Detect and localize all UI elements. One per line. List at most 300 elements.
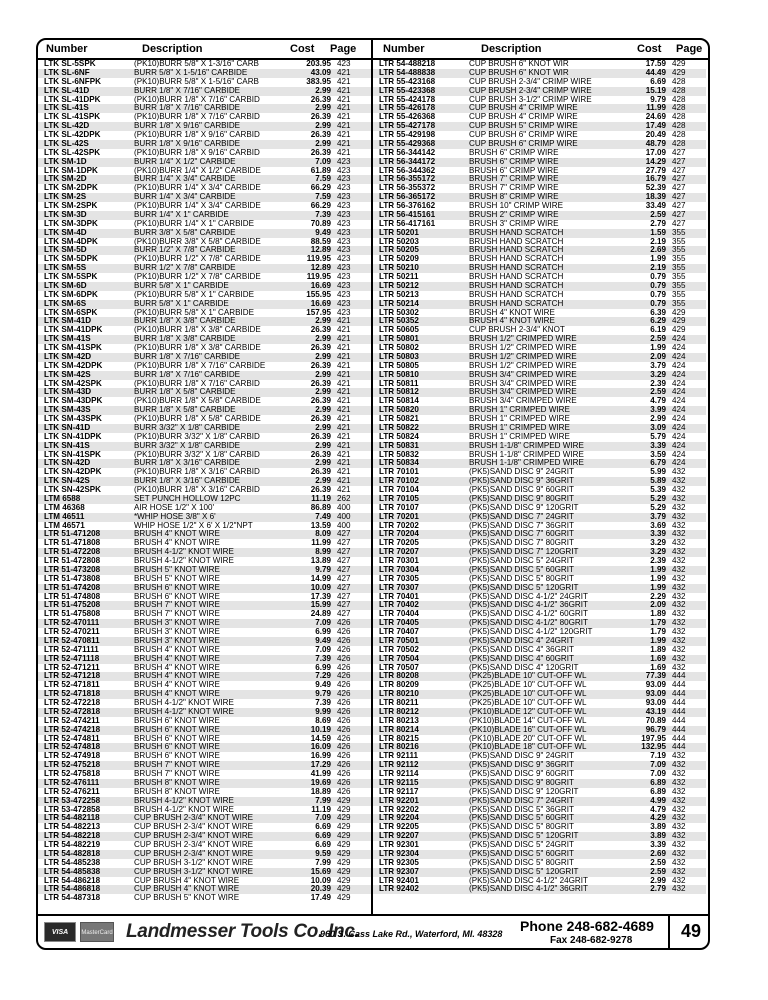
item-page: 432 xyxy=(672,591,686,601)
item-page: 424 xyxy=(672,334,686,344)
item-cost: 9.49 xyxy=(315,227,331,237)
item-page: 432 xyxy=(672,848,686,858)
item-number: LTR 50803 xyxy=(379,351,419,361)
item-description: BRUSH 6" KNOT WIRE xyxy=(134,724,220,734)
item-page: 427 xyxy=(337,582,351,592)
item-number: LTR 52-471811 xyxy=(44,680,100,690)
item-page: 432 xyxy=(672,875,686,885)
item-number: LTK SM-5D xyxy=(44,245,87,255)
item-page: 426 xyxy=(337,635,351,645)
item-page: 421 xyxy=(337,476,351,486)
item-description: (PK5)SAND DISC 5" 120GRIT xyxy=(469,831,579,841)
item-number: LTR 80210 xyxy=(379,689,419,699)
item-description: BURR 1/8" X 5/8" CARBIDE xyxy=(134,387,236,397)
item-description: CUP BRUSH 2-3/4" CRIMP WIRE xyxy=(469,85,592,95)
item-cost: 26.39 xyxy=(310,325,331,335)
item-number: LTR 52-474811 xyxy=(44,733,100,743)
item-description: (PK5)SAND DISC 4-1/2" 120GRIT xyxy=(469,627,593,636)
item-number: LTK SN-41S xyxy=(44,440,90,450)
item-cost: 2.99 xyxy=(315,316,331,326)
item-number: LTR 52-471218 xyxy=(44,671,101,681)
item-cost: 52.39 xyxy=(645,183,666,193)
item-page: 400 xyxy=(337,520,351,530)
item-description: (PK10)BURR 1/8" X 3/8" CARBIDE xyxy=(134,325,261,335)
item-cost: 17.59 xyxy=(645,59,666,68)
item-page: 421 xyxy=(337,369,351,379)
item-page: 432 xyxy=(672,653,686,663)
item-cost: 11.99 xyxy=(311,538,331,548)
item-description: BRUSH 4-1/2" KNOT WIRE xyxy=(134,706,234,716)
item-description: BRUSH 1" CRIMPED WIRE xyxy=(469,431,570,441)
company-name: Landmesser Tools Co. Inc. xyxy=(126,921,360,942)
item-cost: 2.99 xyxy=(315,85,331,95)
item-number: LTR 55-426178 xyxy=(379,103,436,113)
item-description: (PK10)BURR 1/8" X 3/8" CARBIDE xyxy=(134,343,261,352)
item-page: 426 xyxy=(337,742,351,752)
item-page: 421 xyxy=(337,130,351,139)
item-number: LTR 80214 xyxy=(379,724,419,734)
item-page: 444 xyxy=(672,689,686,699)
item-cost: 48.79 xyxy=(645,138,666,148)
item-cost: 11.19 xyxy=(311,493,331,503)
item-cost: 7.59 xyxy=(315,174,331,184)
item-number: LTR 70405 xyxy=(379,618,419,628)
item-number: LTR 55-429368 xyxy=(379,138,436,148)
item-description: BRUSH 3/4" CRIMPED WIRE xyxy=(469,387,577,397)
item-number: LTK SL-41SPK xyxy=(44,112,101,122)
item-description: BRUSH 3/4" CRIMPED WIRE xyxy=(469,369,577,379)
item-page: 423 xyxy=(337,263,351,273)
item-description: BRUSH 4-1/2" KNOT WIRE xyxy=(134,547,234,557)
item-cost: 6.79 xyxy=(650,458,666,468)
item-number: LTR 52-471818 xyxy=(44,689,101,699)
item-page: 429 xyxy=(337,848,351,858)
item-page: 429 xyxy=(672,325,686,335)
item-cost: 2.59 xyxy=(650,209,666,219)
item-cost: 6.99 xyxy=(315,662,331,672)
item-page: 444 xyxy=(672,715,686,725)
item-cost: 9.79 xyxy=(650,94,666,104)
item-number: LTR 52-472818 xyxy=(44,706,101,716)
item-page: 421 xyxy=(337,422,351,432)
item-number: LTR 92111 xyxy=(379,751,418,761)
item-number: LTK SN-41DPK xyxy=(44,431,102,441)
item-number: LTR 92305 xyxy=(379,857,419,867)
item-page: 432 xyxy=(672,795,686,805)
item-description: (PK10)BLADE 20" CUT-OFF WL xyxy=(469,733,587,743)
item-page: 421 xyxy=(337,325,351,335)
item-page: 424 xyxy=(672,369,686,379)
item-cost: 2.69 xyxy=(650,245,666,255)
item-number: LTR 50834 xyxy=(379,458,419,468)
item-description: BURR 1/8" X 5/8" CARBIDE xyxy=(134,405,236,415)
item-page: 426 xyxy=(337,662,351,672)
item-description: (PK10)BLADE 12" CUT-OFF WL xyxy=(469,706,587,716)
item-number: LTK SM-43D xyxy=(44,387,92,397)
item-number: LTR 51-472208 xyxy=(44,547,101,557)
item-number: LTK SM-3DPK xyxy=(44,218,98,228)
item-description: (PK10)BURR 3/32" X 1/8" CARBID xyxy=(134,431,260,441)
item-description: (PK5)SAND DISC 5" 120GRIT xyxy=(469,582,579,592)
item-page: 427 xyxy=(337,600,351,610)
item-description: BRUSH 6" KNOT WIRE xyxy=(134,733,220,743)
item-description: (PK5)SAND DISC 7" 60GRIT xyxy=(469,529,574,539)
item-cost: 26.39 xyxy=(310,378,331,388)
item-number: LTK SN-41D xyxy=(44,422,91,432)
item-description: (PK5)SAND DISC 7" 120GRIT xyxy=(469,547,579,557)
item-number: LTM 6588 xyxy=(44,493,81,503)
item-number: LTR 50821 xyxy=(379,414,419,423)
item-number: LTR 53-472258 xyxy=(44,795,101,805)
item-cost: 11.19 xyxy=(311,804,331,814)
item-cost: 2.99 xyxy=(650,414,666,423)
phone-number: Phone 248-682-4689 xyxy=(520,918,654,934)
item-description: AIR HOSE 1/2" X 100' xyxy=(134,502,214,512)
item-number: LTK SN-42SPK xyxy=(44,485,101,494)
item-page: 427 xyxy=(672,183,686,193)
item-page: 427 xyxy=(337,529,351,539)
item-number: LTR 50812 xyxy=(379,387,419,397)
item-number: LTR 52-472218 xyxy=(44,698,101,707)
item-page: 423 xyxy=(337,165,351,175)
item-number: LTK SL-42DPK xyxy=(44,130,101,139)
item-page: 432 xyxy=(672,476,686,486)
item-description: BURR 3/32" X 1/8" CARBIDE xyxy=(134,440,241,450)
item-description: BRUSH HAND SCRATCH xyxy=(469,254,564,264)
item-cost: 9.49 xyxy=(315,635,331,645)
item-page: 444 xyxy=(672,706,686,716)
item-description: (PK5)SAND DISC 4-1/2" 24GRIT xyxy=(469,591,588,601)
item-cost: 26.39 xyxy=(310,396,331,406)
item-description: CUP BRUSH 6" KNOT WIR xyxy=(469,59,569,68)
item-description: (PK10)BURR 1/4" X 3/4" CARBIDE xyxy=(134,183,261,193)
item-description: BRUSH 1/2" CRIMPED WIRE xyxy=(469,360,577,370)
item-number: LTK SM-6S xyxy=(44,298,87,308)
item-number: LTR 50801 xyxy=(379,334,419,344)
item-cost: 7.99 xyxy=(315,857,331,867)
item-description: BURR 1/8" X 3/16" CARBIDE xyxy=(134,458,241,468)
item-number: LTK SM-1DPK xyxy=(44,165,98,175)
item-cost: 12.89 xyxy=(310,245,331,255)
item-page: 429 xyxy=(672,59,686,68)
item-description: CUP BRUSH 4" CRIMP WIRE xyxy=(469,103,578,113)
item-cost: 26.39 xyxy=(310,343,331,352)
item-number: LTK SL-41D xyxy=(44,85,90,95)
item-description: (PK10)BURR 5/8" X 1-5/16" CARB xyxy=(134,76,259,86)
item-number: LTK SL-5SPK xyxy=(44,59,96,68)
item-cost: 1.99 xyxy=(650,573,666,583)
item-number: LTK SM-6SPK xyxy=(44,307,98,317)
item-page: 427 xyxy=(672,174,686,184)
item-number: LTR 92114 xyxy=(379,769,419,778)
item-number: LTR 51-472808 xyxy=(44,556,101,565)
fax-number: Fax 248-682-9278 xyxy=(550,935,633,946)
item-cost: 203.95 xyxy=(306,59,331,68)
item-number: LTK SL-42SPK xyxy=(44,147,101,157)
item-page: 421 xyxy=(337,485,351,494)
item-number: LTK SM-3D xyxy=(44,209,87,219)
item-description: BURR 1/8" X 7/16" CARBIDE xyxy=(134,369,241,379)
item-number: LTR 70207 xyxy=(379,547,419,557)
item-number: LTK SM-5SPK xyxy=(44,272,98,281)
item-cost: 17.39 xyxy=(310,591,331,601)
item-page: 426 xyxy=(337,689,351,699)
item-cost: 155.95 xyxy=(306,289,331,299)
item-description: (PK5)SAND DISC 5" 36GRIT xyxy=(469,804,574,814)
item-page: 421 xyxy=(337,351,351,361)
item-number: LTR 55-424178 xyxy=(379,94,436,104)
item-cost: 7.39 xyxy=(315,209,331,219)
item-cost: 3.29 xyxy=(650,538,666,548)
item-cost: 9.49 xyxy=(315,680,331,690)
item-description: (PK10)BURR 5/8" X 1-3/16" CARB xyxy=(134,59,259,68)
item-page: 421 xyxy=(337,387,351,397)
item-cost: 26.39 xyxy=(310,449,331,459)
item-page: 429 xyxy=(337,884,351,894)
right-price-list xyxy=(373,60,706,894)
item-page: 432 xyxy=(672,511,686,521)
item-page: 429 xyxy=(337,795,351,805)
item-page: 432 xyxy=(672,751,686,761)
item-cost: 4.99 xyxy=(650,795,666,805)
item-number: LTK SM-41SPK xyxy=(44,343,102,352)
item-description: (PK5)SAND DISC 9" 120GRIT xyxy=(469,502,579,512)
item-page: 426 xyxy=(337,777,351,787)
item-number: LTR 50831 xyxy=(379,440,419,450)
item-cost: 2.99 xyxy=(650,875,666,885)
item-description: (PK5)SAND DISC 7" 36GRIT xyxy=(469,520,574,530)
item-number: LTR 50811 xyxy=(379,378,419,388)
item-number: LTR 70105 xyxy=(379,493,419,503)
item-cost: 2.59 xyxy=(650,857,666,867)
item-number: LTR 70202 xyxy=(379,520,419,530)
item-cost: 3.89 xyxy=(650,822,666,832)
item-number: LTR 52-476111 xyxy=(44,777,100,787)
item-description: BRUSH 8" KNOT WIRE xyxy=(134,777,220,787)
item-description: CUP BRUSH 4" KNOT WIRE xyxy=(134,875,240,885)
item-number: LTK SL-41S xyxy=(44,103,89,113)
item-description: CUP BRUSH 2-3/4" KNOT WIRE xyxy=(134,848,254,858)
item-page: 426 xyxy=(337,671,351,681)
item-cost: 2.99 xyxy=(315,138,331,148)
item-description: BRUSH HAND SCRATCH xyxy=(469,245,564,255)
item-cost: 0.79 xyxy=(650,289,666,299)
item-number: LTR 54-482818 xyxy=(44,848,101,858)
item-page: 429 xyxy=(337,893,351,903)
item-description: BRUSH 4" KNOT WIRE xyxy=(134,653,220,663)
item-cost: 119.95 xyxy=(306,254,331,264)
item-cost: 17.49 xyxy=(645,121,666,131)
item-cost: 7.09 xyxy=(315,618,331,628)
item-number: LTR 80216 xyxy=(379,742,419,752)
item-cost: 26.39 xyxy=(310,112,331,122)
item-number: LTR 51-471208 xyxy=(44,529,101,539)
item-description: (PK5)SAND DISC 9" 24GRIT xyxy=(469,751,574,761)
item-description: BRUSH HAND SCRATCH xyxy=(469,227,564,237)
item-cost: 4.79 xyxy=(650,804,666,814)
item-page: 428 xyxy=(672,121,686,131)
item-page: 423 xyxy=(337,201,351,210)
item-cost: 3.39 xyxy=(650,529,666,539)
item-number: LTR 70504 xyxy=(379,653,419,663)
item-number: LTK SM-4D xyxy=(44,227,87,237)
item-page: 432 xyxy=(672,760,686,770)
header-number-right: Number xyxy=(383,43,425,55)
item-description: BRUSH 1/2" CRIMPED WIRE xyxy=(469,334,577,344)
item-page: 428 xyxy=(672,94,686,104)
item-number: LTR 54-486818 xyxy=(44,884,101,894)
item-number: LTR 50302 xyxy=(379,307,419,317)
item-cost: 6.69 xyxy=(315,831,331,841)
item-cost: 3.89 xyxy=(650,831,666,841)
item-description: CUP BRUSH 6" CRIMP WIRE xyxy=(469,130,578,139)
item-page: 424 xyxy=(672,343,686,352)
item-cost: 2.99 xyxy=(315,422,331,432)
left-price-list xyxy=(38,60,371,903)
item-description: (PK10)BLADE 14" CUT-OFF WL xyxy=(469,715,587,725)
item-description: CUP BRUSH 6" CRIMP WIRE xyxy=(469,138,578,148)
item-page: 355 xyxy=(672,254,686,264)
item-cost: 5.39 xyxy=(650,485,666,494)
item-cost: 383.95 xyxy=(306,76,331,86)
item-page: 432 xyxy=(672,644,686,654)
item-number: LTR 80213 xyxy=(379,715,419,725)
item-page: 421 xyxy=(337,431,351,441)
item-number: LTR 70501 xyxy=(379,635,419,645)
item-number: LTR 50214 xyxy=(379,298,419,308)
item-page: 432 xyxy=(672,822,686,832)
item-page: 427 xyxy=(672,201,686,210)
item-number: LTK SM-43SPK xyxy=(44,414,102,423)
item-cost: 12.89 xyxy=(310,263,331,273)
item-description: (PK10)BURR 1/8" X 3/16" CARBID xyxy=(134,467,260,477)
item-description: CUP BRUSH 6" KNOT WIR xyxy=(469,67,569,77)
item-description: BRUSH 1/2" CRIMPED WIRE xyxy=(469,343,577,352)
item-description: BRUSH 1-1/8" CRIMPED WIRE xyxy=(469,458,584,468)
item-page: 355 xyxy=(672,245,686,255)
company-address: 960 S. Cass Lake Rd., Waterford, MI. 48328 xyxy=(320,929,503,939)
item-cost: 197.95 xyxy=(641,733,666,743)
item-page: 355 xyxy=(672,227,686,237)
item-cost: 1.99 xyxy=(650,564,666,574)
item-cost: 7.09 xyxy=(315,813,331,823)
item-cost: 8.99 xyxy=(315,547,331,557)
item-number: LTR 55-427178 xyxy=(379,121,436,131)
item-description: BRUSH 5" KNOT WIRE xyxy=(134,564,220,574)
item-description: BRUSH 3" KNOT WIRE xyxy=(134,618,220,628)
item-description: CUP BRUSH 3-1/2" CRIMP WIRE xyxy=(469,94,592,104)
item-cost: 11.99 xyxy=(646,103,666,113)
item-description: BURR 1/4" X 3/4" CARBIDE xyxy=(134,174,236,184)
item-cost: 33.49 xyxy=(645,201,666,210)
item-description: BRUSH 1/2" CRIMPED WIRE xyxy=(469,351,577,361)
item-number: LTR 80212 xyxy=(379,706,419,716)
item-cost: 18.89 xyxy=(310,786,331,796)
item-number: LTR 50802 xyxy=(379,343,419,352)
item-page: 432 xyxy=(672,520,686,530)
item-description: (PK5)SAND DISC 9" 120GRIT xyxy=(469,786,579,796)
item-description: (PK10)BURR 3/32" X 1/8" CARBID xyxy=(134,449,260,459)
item-cost: 14.59 xyxy=(310,733,331,743)
item-number: LTR 70407 xyxy=(379,627,419,636)
item-cost: 20.39 xyxy=(310,884,331,894)
item-number: LTR 50832 xyxy=(379,449,419,459)
item-description: (PK10)BURR 1/8" X 7/16" CARBID xyxy=(134,112,260,122)
item-description: (PK10)BURR 3/8" X 5/8" CARBIDE xyxy=(134,236,261,246)
item-number: LTR 53-472858 xyxy=(44,804,101,814)
item-page: 427 xyxy=(337,556,351,565)
item-cost: 2.19 xyxy=(650,263,666,273)
item-cost: 3.79 xyxy=(650,511,666,521)
item-description: (PK5)SAND DISC 5" 80GRIT xyxy=(469,857,574,867)
item-number: LTR 50211 xyxy=(379,272,419,281)
item-page: 423 xyxy=(337,192,351,202)
item-page: 423 xyxy=(337,174,351,184)
item-page: 424 xyxy=(672,351,686,361)
item-number: LTR 70404 xyxy=(379,609,419,619)
item-page: 432 xyxy=(672,804,686,814)
item-page: 432 xyxy=(672,884,686,894)
item-cost: 17.49 xyxy=(310,893,331,903)
item-cost: 17.09 xyxy=(645,147,666,157)
item-number: LTR 55-426368 xyxy=(379,112,436,122)
item-page: 423 xyxy=(337,59,351,68)
item-description: BURR 1/4" X 1/2" CARBIDE xyxy=(134,156,236,166)
item-number: LTR 92401 xyxy=(379,875,419,885)
item-cost: 6.89 xyxy=(650,777,666,787)
item-description: BRUSH 7" CRIMP WIRE xyxy=(469,174,559,184)
item-cost: 16.69 xyxy=(310,298,331,308)
item-cost: 3.99 xyxy=(650,405,666,415)
item-number: LTR 70507 xyxy=(379,662,419,672)
item-page: 429 xyxy=(672,307,686,317)
item-description: BRUSH 10" CRIMP WIRE xyxy=(469,201,564,210)
item-description: (PK5)SAND DISC 5" 24GRIT xyxy=(469,840,574,849)
item-number: LTR 70104 xyxy=(379,485,419,494)
item-description: BRUSH HAND SCRATCH xyxy=(469,236,564,246)
item-page: 423 xyxy=(337,307,351,317)
item-page: 421 xyxy=(337,334,351,344)
item-page: 426 xyxy=(337,680,351,690)
item-description: (PK10)BLADE 16" CUT-OFF WL xyxy=(469,724,587,734)
item-number: LTR 56-417161 xyxy=(379,218,436,228)
item-cost: 9.59 xyxy=(315,848,331,858)
item-description: BRUSH 3/4" CRIMPED WIRE xyxy=(469,378,577,388)
item-cost: 2.09 xyxy=(650,600,666,610)
item-cost: 2.39 xyxy=(650,378,666,388)
item-description: CUP BRUSH 3-1/2" KNOT WIRE xyxy=(134,857,254,867)
item-page: 423 xyxy=(337,254,351,264)
item-number: LTR 56-355372 xyxy=(379,183,436,193)
item-page: 432 xyxy=(672,467,686,477)
item-page: 429 xyxy=(672,67,686,77)
item-number: LTR 56-415161 xyxy=(379,209,436,219)
item-cost: 1.69 xyxy=(650,662,666,672)
item-number: LTK SM-4DPK xyxy=(44,236,98,246)
item-number: LTR 50213 xyxy=(379,289,419,299)
item-page: 421 xyxy=(337,414,351,423)
item-number: LTR 70205 xyxy=(379,538,419,548)
item-cost: 26.39 xyxy=(310,431,331,441)
item-cost: 77.39 xyxy=(645,671,666,681)
item-description: BRUSH 4-1/2" KNOT WIRE xyxy=(134,804,234,814)
item-number: LTR 56-344362 xyxy=(379,165,436,175)
item-cost: 3.39 xyxy=(650,440,666,450)
item-description: BURR 3/32" X 1/8" CARBIDE xyxy=(134,422,241,432)
item-number: LTR 50824 xyxy=(379,431,419,441)
item-description: BURR 1/2" X 7/8" CARBIDE xyxy=(134,245,236,255)
item-cost: 66.29 xyxy=(310,201,331,210)
